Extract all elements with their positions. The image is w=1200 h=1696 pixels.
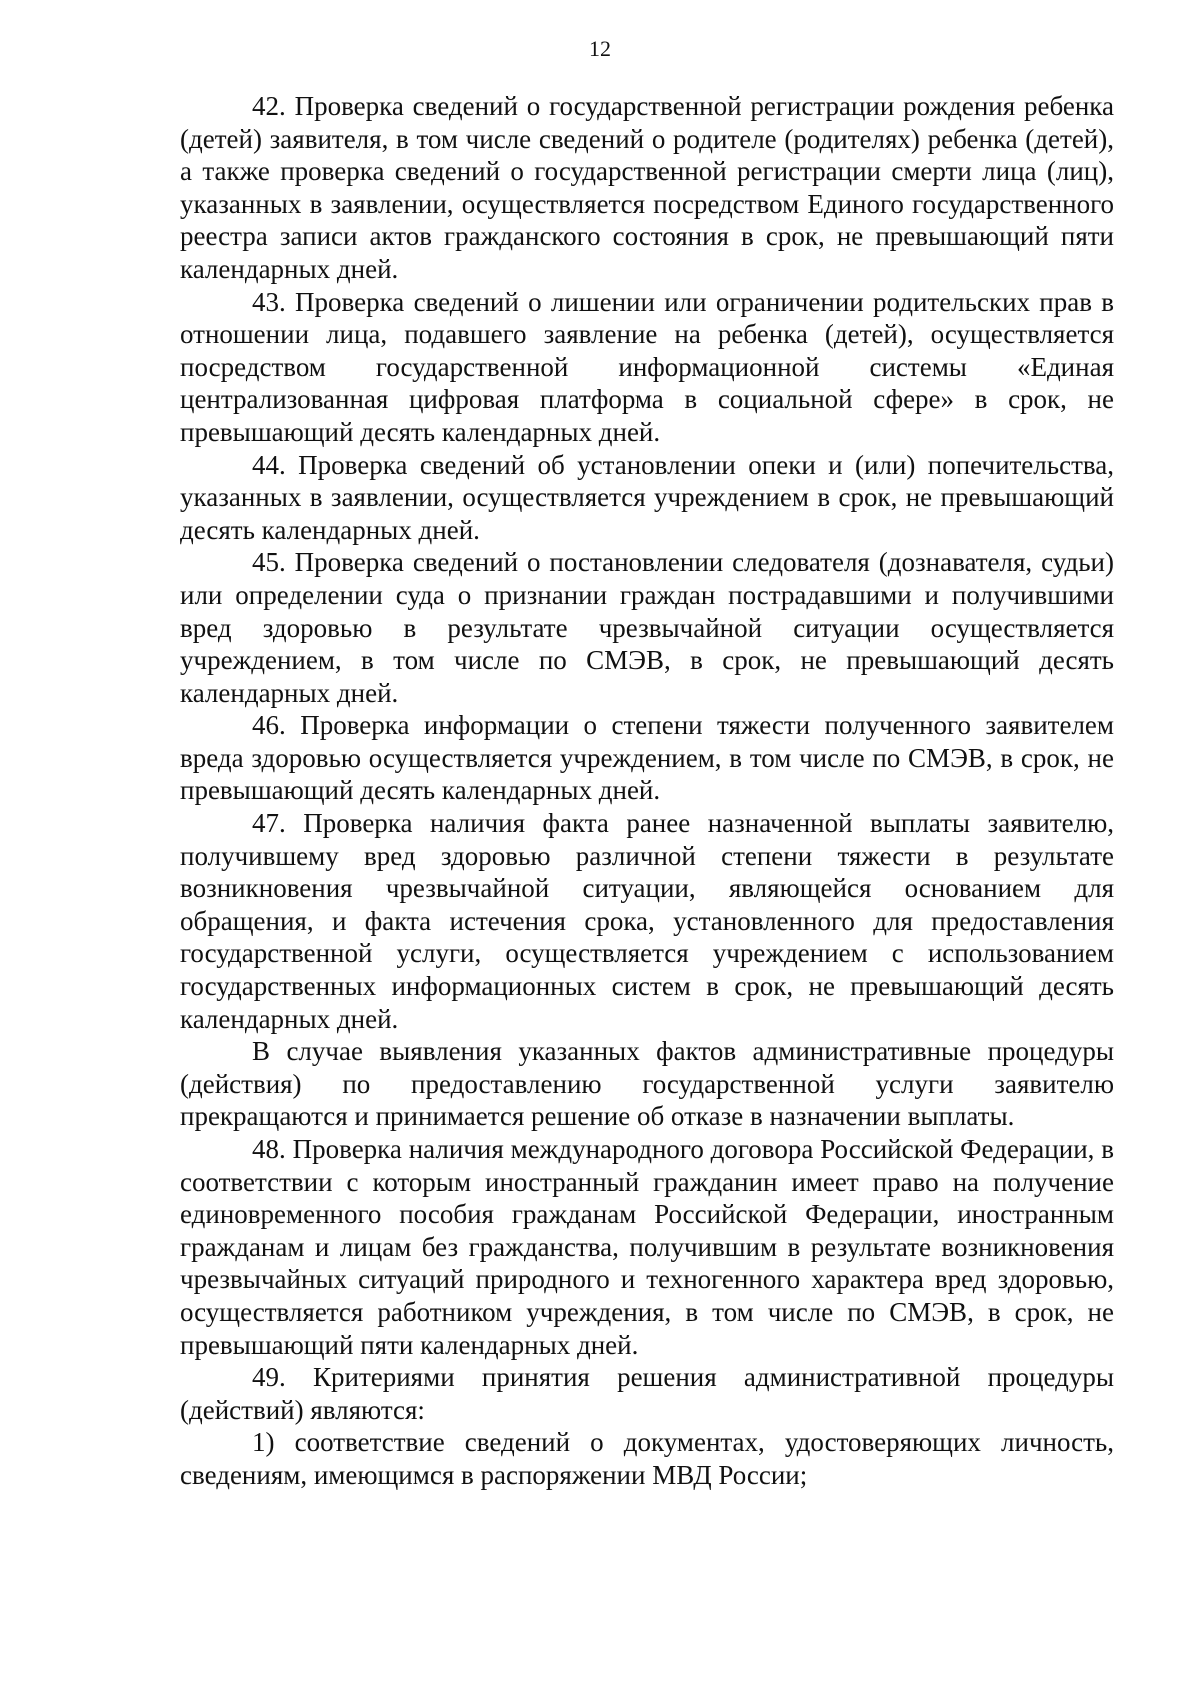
paragraph-49: 49. Критериями принятия решения административной процедуры (действий) являются: <box>180 1362 1114 1425</box>
paragraph-47-note: В случае выявления указанных фактов административные процедуры (действия) по предоставлению государственной услуги заявителю прекращаются и принимается решение об отказе в назначении выплаты. <box>180 1036 1114 1132</box>
paragraph-48: 48. Проверка наличия международного договора Российской Федерации, в соответствии с которым иностранный гражданин имеет право на получение единовременного пособия гражданам Российской Федерации, иностранным гражданам и лицам без гражданства, получившим в результате возникновения чрезвычайных ситуаций природного и техногенного характера вред здоровью, осуществляется работником учреждения, в том числе по СМЭВ, в срок, не превышающий пяти календарных дней. <box>180 1134 1114 1360</box>
paragraph-44: 44. Проверка сведений об установлении опеки и (или) попечительства, указанных в заявлении, осуществляется учреждением в срок, не превышающий десять календарных дней. <box>180 449 1114 545</box>
paragraph-49-item-1: 1) соответствие сведений о документах, удостоверяющих личность, сведениям, имеющимся в распоряжении МВД России; <box>180 1427 1114 1490</box>
page-number: 12 <box>589 36 611 61</box>
paragraph-46: 46. Проверка информации о степени тяжести полученного заявителем вреда здоровью осуществляется учреждением, в том числе по СМЭВ, в срок, не превышающий десять календарных дней. <box>180 710 1114 806</box>
paragraph-43: 43. Проверка сведений о лишении или ограничении родительских прав в отношении лица, подавшего заявление на ребенка (детей), осуществляется посредством государственной информационной системы «Единая централизованная цифровая платформа в социальной сфере» в срок, не превышающий десять календарных дней. <box>180 286 1114 447</box>
document-body <box>180 90 1114 1492</box>
paragraph-47: 47. Проверка наличия факта ранее назначенной выплаты заявителю, получившему вред здоровью различной степени тяжести в результате возникновения чрезвычайной ситуации, являющейся основанием для обращения, и факта истечения срока, установленного для предоставления государственной услуги, осуществляется учреждением с использованием государственных информационных систем в срок, не превышающий десять календарных дней. <box>180 808 1114 1034</box>
paragraph-45: 45. Проверка сведений о постановлении следователя (дознавателя, судьи) или определении суда о признании граждан пострадавшими и получившими вред здоровью в результате чрезвычайной ситуации осуществляется учреждением, в том числе по СМЭВ, в срок, не превышающий десять календарных дней. <box>180 547 1114 708</box>
paragraph-42: 42. Проверка сведений о государственной регистрации рождения ребенка (детей) заявителя, в том числе сведений о родителе (родителях) ребенка (детей), а также проверка сведений о государственной регистрации смерти лица (лиц), указанных в заявлении, осуществляется посредством Единого государственного реестра записи актов гражданского состояния в срок, не превышающий пяти календарных дней. <box>180 91 1114 284</box>
